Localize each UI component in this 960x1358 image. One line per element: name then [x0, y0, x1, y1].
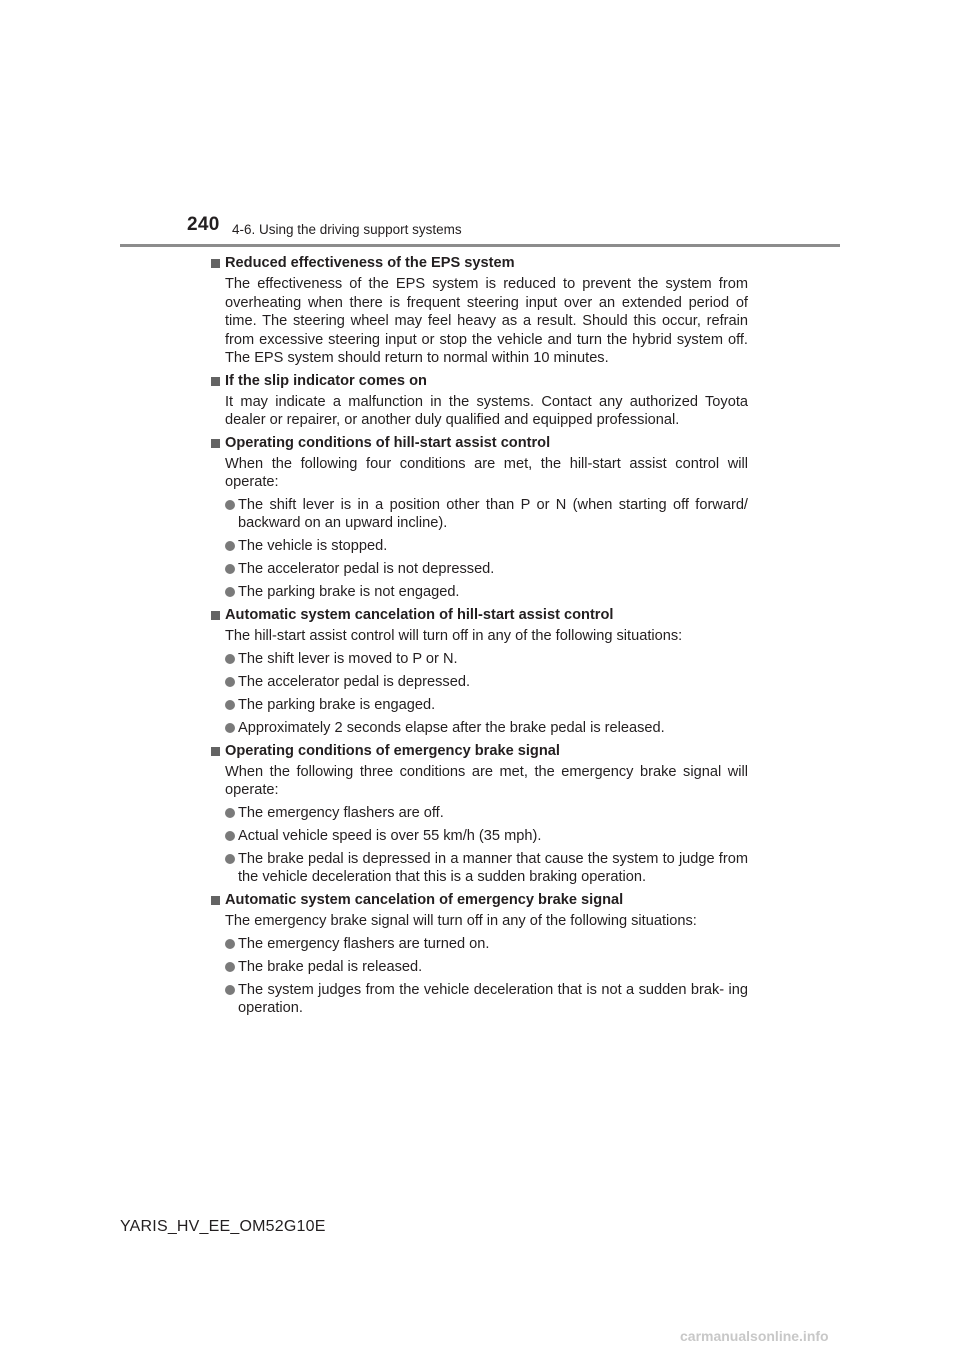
list-item	[225, 696, 748, 715]
section-heading-text: If the slip indicator comes on	[225, 372, 427, 389]
list-item	[225, 719, 748, 738]
section-heading	[210, 254, 748, 273]
list-item-text: The emergency flashers are off.	[238, 804, 444, 821]
section-heading-text: Operating conditions of emergency brake signal	[225, 742, 560, 759]
watermark: carmanualsonline.info	[680, 1328, 829, 1344]
list-item-text: The parking brake is not engaged.	[238, 584, 460, 600]
list-item-text: The shift lever is moved to P or N.	[238, 650, 458, 667]
section-paragraph: The effectiveness of the EPS system is reduced to prevent the system from overheating when there is frequent steering input over an extended period of time. The steering wheel may feel heavy as a result. Should this occur, refrain from excessive steering input or stop the vehicle and turn the hybrid system off. The EPS system should return to normal within 10 minutes.	[225, 276, 748, 366]
list-item-text: The vehicle is stopped.	[238, 538, 388, 554]
section	[210, 254, 748, 368]
list-item	[225, 958, 748, 977]
list-item	[225, 827, 748, 846]
round-bullet-icon	[225, 939, 235, 949]
section	[210, 742, 748, 887]
list-item	[225, 537, 748, 556]
bullet-list	[210, 935, 748, 1018]
list-item	[225, 560, 748, 579]
header-rule	[120, 244, 840, 247]
list-item	[225, 850, 748, 887]
round-bullet-icon	[225, 985, 235, 995]
square-bullet-icon	[211, 611, 220, 620]
list-item-text: Actual vehicle speed is over 55 km/h (35 mph).	[238, 827, 542, 844]
section-heading-text: Operating conditions of hill-start assist control	[225, 434, 551, 451]
section-heading	[210, 742, 748, 761]
round-bullet-icon	[225, 677, 235, 687]
bullet-list	[210, 496, 748, 602]
section-heading	[210, 434, 748, 453]
section	[210, 434, 748, 602]
section-paragraph: The hill-start assist control will turn off in any of the following situations:	[225, 628, 683, 644]
section	[210, 891, 748, 1018]
list-item-text: Approximately 2 seconds elapse after the brake pedal is released.	[238, 719, 665, 736]
section-heading-text: Automatic system cancelation of hill-start assist control	[225, 607, 614, 623]
round-bullet-icon	[225, 654, 235, 664]
round-bullet-icon	[225, 854, 235, 864]
section	[210, 606, 748, 737]
round-bullet-icon	[225, 541, 235, 551]
round-bullet-icon	[225, 500, 235, 510]
section-heading	[210, 606, 748, 625]
section-heading-text: Reduced effectiveness of the EPS system	[225, 255, 515, 271]
round-bullet-icon	[225, 723, 235, 733]
round-bullet-icon	[225, 700, 235, 710]
section-title: 4-6. Using the driving support systems	[232, 222, 462, 237]
list-item	[225, 981, 748, 1018]
list-item-text: The accelerator pedal is depressed.	[238, 673, 471, 690]
square-bullet-icon	[211, 747, 220, 756]
round-bullet-icon	[225, 587, 235, 597]
round-bullet-icon	[225, 962, 235, 972]
square-bullet-icon	[211, 259, 220, 268]
list-item-text: The brake pedal is released.	[238, 958, 423, 975]
square-bullet-icon	[211, 439, 220, 448]
round-bullet-icon	[225, 808, 235, 818]
list-item	[225, 583, 748, 602]
bullet-list	[210, 804, 748, 887]
section-heading-text: Automatic system cancelation of emergency brake signal	[225, 892, 624, 908]
round-bullet-icon	[225, 564, 235, 574]
square-bullet-icon	[211, 896, 220, 905]
footer-doc-code: YARIS_HV_EE_OM52G10E	[120, 1218, 326, 1235]
section	[210, 372, 748, 430]
list-item	[225, 804, 748, 823]
section-heading	[210, 372, 748, 391]
list-item-text: The accelerator pedal is not depressed.	[238, 561, 495, 577]
round-bullet-icon	[225, 831, 235, 841]
list-item-text: The parking brake is engaged.	[238, 696, 436, 713]
list-item-text: The system judges from the vehicle deceleration that is not a sudden brak- ing operation.	[238, 981, 748, 1016]
list-item	[225, 673, 748, 692]
list-item	[225, 650, 748, 669]
bullet-list	[210, 650, 748, 738]
square-bullet-icon	[211, 377, 220, 386]
list-item	[225, 496, 748, 533]
page-number: 240	[187, 214, 220, 235]
section-heading	[210, 891, 748, 910]
list-item-text: The emergency flashers are turned on.	[238, 935, 490, 952]
section-paragraph: The emergency brake signal will turn off in any of the following situations:	[225, 913, 697, 929]
list-item	[225, 935, 748, 954]
section-paragraph: When the following four conditions are met, the hill-start assist control will operate:	[225, 455, 748, 490]
list-item-text: The brake pedal is depressed in a manner that cause the system to judge from the vehicle deceleration that this is a sudden braking operation.	[238, 850, 748, 885]
section-paragraph: It may indicate a malfunction in the systems. Contact any authorized Toyota dealer or repairer, or another duly qualified and equipped professional.	[225, 393, 748, 428]
section-paragraph: When the following three conditions are met, the emergency brake signal will operate:	[225, 763, 748, 798]
list-item-text: The shift lever is in a position other than P or N (when starting off forward/ backward on an upward incline).	[238, 496, 748, 531]
content	[210, 254, 748, 1022]
